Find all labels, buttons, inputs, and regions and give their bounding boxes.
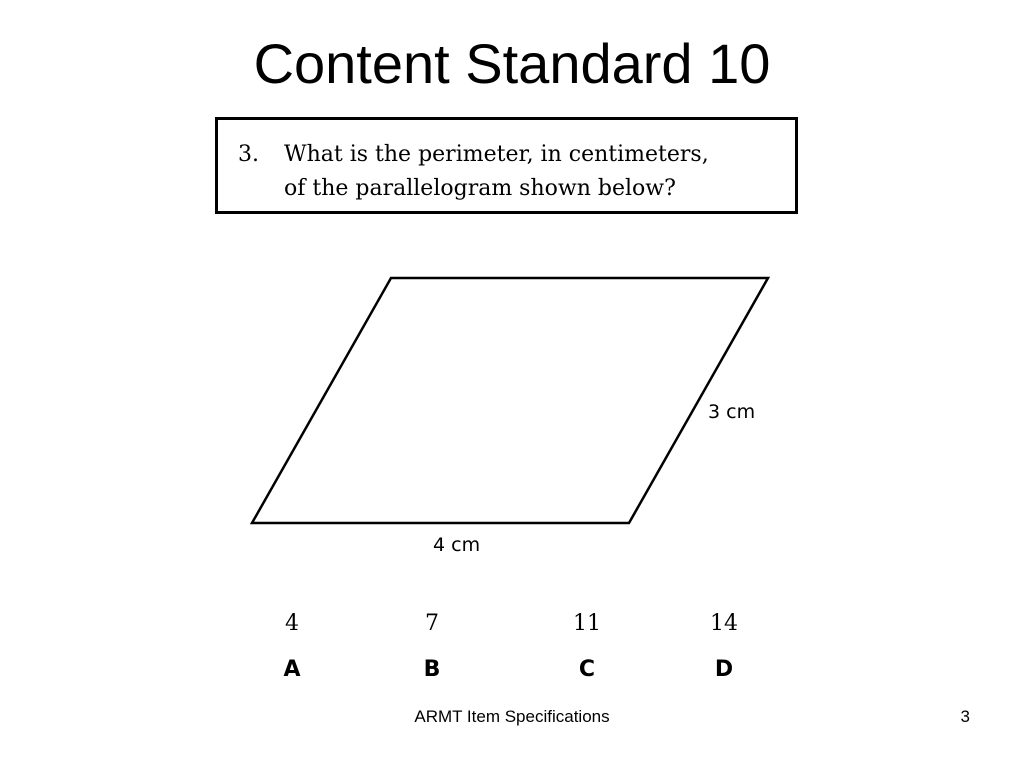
parallelogram-shape bbox=[252, 278, 768, 523]
question-line-1: What is the perimeter, in centimeters, bbox=[284, 142, 709, 167]
question-number: 3. bbox=[238, 142, 259, 167]
choice-a-value: 4 bbox=[285, 611, 299, 636]
base-length-label: 4 cm bbox=[433, 534, 481, 556]
footer-text: ARMT Item Specifications bbox=[414, 707, 610, 726]
choice-d-letter: D bbox=[714, 657, 734, 682]
choice-c-letter: C bbox=[578, 657, 596, 682]
slide-title: Content Standard 10 bbox=[253, 32, 771, 95]
choice-d-value: 14 bbox=[710, 611, 738, 636]
side-length-label: 3 cm bbox=[708, 401, 756, 423]
choice-a-letter: A bbox=[283, 657, 301, 682]
choice-b-value: 7 bbox=[425, 611, 439, 636]
slide-number: 3 bbox=[960, 707, 970, 726]
choice-c-value: 11 bbox=[573, 611, 601, 636]
question-line-2: of the parallelogram shown below? bbox=[284, 176, 676, 201]
choice-b-letter: B bbox=[423, 657, 441, 682]
